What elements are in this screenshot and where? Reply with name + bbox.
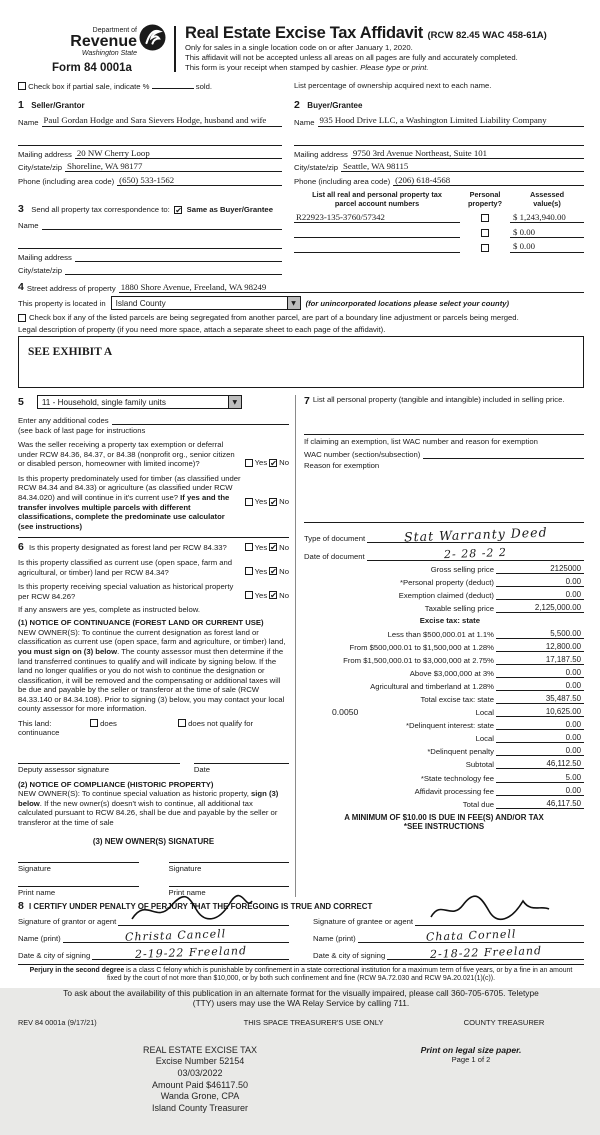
exemption-claimed-field[interactable]: 0.00 (496, 590, 584, 600)
additional-codes-field[interactable] (112, 415, 289, 425)
local-rate-value: 0.0050 (332, 707, 359, 718)
new-owner-signature-field-1[interactable]: Signature (18, 862, 139, 873)
dept-prefix: Department of (92, 27, 137, 34)
seller-city-field[interactable]: Shoreline, WA 98177 (65, 162, 282, 172)
grantor-signature-block (18, 912, 289, 960)
seller-name-label: Name (18, 117, 39, 127)
forest-question: 6 Is this property designated as forest land per RCW 84.33? (18, 540, 227, 553)
form-header (18, 24, 584, 74)
personal-property-checkbox-2[interactable] (481, 229, 489, 237)
date-of-document-value: 2- 28 -2 2 (443, 545, 508, 561)
correspondence-name-field-line2[interactable] (18, 239, 282, 249)
affidavit-processing-fee-field[interactable]: 0.00 (496, 786, 584, 796)
header-divider (174, 26, 176, 72)
legal-description-label: Legal description of property (if you need more space, attach a separate sheet to each page of the affidavit). (18, 325, 386, 335)
section7-number: 7 (304, 395, 310, 408)
minimum-fee-note: A MINIMUM OF $10.00 IS DUE IN FEE(S) AND/OR TAX (344, 812, 544, 822)
accessibility-note: To ask about the availability of this publication in an alternate format for the visually impaired, please call 360-705-6705. Teletype (TTY) users may use the WA Relay Service by calling 711. (63, 988, 539, 1009)
tier1-tax-field[interactable]: 5,500.00 (496, 629, 584, 639)
exemption-note: If claiming an exemption, list WAC number and reason for exemption (304, 436, 538, 446)
buyer-mailing-field[interactable]: 9750 3rd Avenue Northeast, Suite 101 (351, 149, 584, 159)
treasurer-stamp: REAL ESTATE EXCISE TAX Excise Number 52154 03/03/2022 Amount Paid $46117.50 Wanda Grone, CPA Island County Treasurer (142, 1044, 258, 1114)
exemption-question: Was the seller receiving a property tax exemption or deferral under RCW 84.36, 84.37, or 84.38 (nonprofit org., senior citizen or disabled person, homeowner with limited income)? (18, 439, 235, 469)
partial-sale-checkbox[interactable] (18, 82, 26, 90)
type-of-document-field[interactable] (367, 524, 584, 545)
form-title-ref: (RCW 82.45 WAC 458-61A) (427, 30, 547, 41)
tax-row-label: Local (475, 734, 494, 744)
treasurer-space-label: THIS SPACE TREASURER'S USE ONLY (243, 1017, 384, 1027)
partial-sale-percent-field[interactable] (152, 81, 194, 89)
forest-no-checkbox[interactable]: ✔ (270, 543, 277, 553)
buyer-mailing-label: Mailing address (294, 150, 348, 160)
state-technology-fee-field[interactable]: 5.00 (496, 773, 584, 783)
certify-heading: 8 I CERTIFY UNDER PENALTY OF PERJURY THAT THE FOREGOING IS TRUE AND CORRECT (18, 899, 373, 912)
tax-row-label: Subtotal (465, 760, 494, 770)
county-dropdown-value: Island County (115, 298, 166, 308)
assessed-value-field-2[interactable]: $ 0.00 (510, 228, 584, 238)
new-owner-print-name-field-1[interactable]: Print name (18, 886, 139, 897)
tax-row-label: *State technology fee (420, 773, 494, 783)
tax-row-label: Gross selling price (430, 564, 494, 574)
buyer-city-field[interactable]: Seattle, WA 98115 (341, 162, 584, 172)
tax-row-label: Taxable selling price (424, 603, 494, 613)
tax-row-label: Total due (462, 799, 494, 809)
grantee-date-city-label: Date & city of signing (313, 950, 386, 960)
grantee-date-city-value: 2-18-22 Freeland (429, 943, 542, 961)
current-use-question: Is this property classified as current use (open space, farm and agricultural, or timber) land per RCW 84.34? (18, 558, 233, 578)
dept-sub: Washington State (81, 50, 137, 58)
grantee-signature-block (313, 912, 584, 960)
seller-mailing-field[interactable]: 20 NW Cherry Loop (75, 149, 282, 159)
delinquent-interest-local-field[interactable]: 0.00 (496, 733, 584, 743)
county-treasurer-label: COUNTY TREASURER (463, 1017, 545, 1027)
timber-yes-checkbox[interactable] (245, 498, 253, 506)
does-not-label: does not qualify for (188, 718, 254, 728)
buyer-phone-field[interactable]: (206) 618-4568 (393, 176, 584, 186)
notice1-title: (1) NOTICE OF CONTINUANCE (FOREST LAND OR CURRENT USE) (18, 618, 264, 628)
local-tax-field[interactable]: 10,625.00 (496, 707, 584, 717)
deputy-assessor-signature-label: Deputy assessor signature (18, 764, 110, 774)
grantor-name-print-value: Christa Cancell (125, 926, 227, 944)
type-of-document-label: Type of document (304, 533, 366, 543)
date-of-document-label: Date of document (304, 551, 365, 561)
new-owner-signature-field-2[interactable]: Signature (169, 862, 290, 873)
notice3-title: (3) NEW OWNER(S) SIGNATURE (92, 836, 215, 846)
tier3-tax-field[interactable]: 17,187.50 (496, 655, 584, 665)
seller-mailing-label: Mailing address (18, 150, 72, 160)
grantor-signature (126, 895, 256, 927)
correspondence-city-field[interactable] (65, 265, 282, 275)
classification-dropdown-arrow-icon[interactable]: ▼ (228, 396, 241, 408)
new-owner-print-name-field-2[interactable]: Print name (169, 886, 290, 897)
correspondence-city-label: City/state/zip (18, 266, 63, 276)
county-dropdown[interactable] (111, 296, 301, 310)
buyer-name-field[interactable]: 935 Hood Drive LLC, a Washington Limited Liability Company (318, 116, 584, 126)
parcel-number-field-1[interactable]: R22923-135-3760/57342 (294, 213, 460, 223)
seller-name-field-line2[interactable] (18, 136, 282, 146)
type-or-print-note: Please type or print. (360, 63, 429, 73)
gross-selling-price-field[interactable]: 2125000 (496, 564, 584, 574)
street-address-field[interactable]: 1880 Shore Avenue, Freeland, WA 98249 (119, 283, 584, 293)
legal-description-value: SEE EXHIBIT A (28, 346, 113, 359)
buyer-phone-label: Phone (including area code) (294, 176, 391, 186)
grantor-name-print-label: Name (print) (18, 933, 61, 943)
grantor-date-city-label: Date & city of signing (18, 950, 91, 960)
personal-property-checkbox-3[interactable] (481, 244, 489, 252)
total-state-tax-field[interactable]: 35,487.50 (496, 694, 584, 704)
exemption-yes-checkbox[interactable] (245, 459, 253, 467)
excise-tax-state-header: Excise tax: state (419, 616, 480, 626)
personal-property-list-field[interactable] (304, 425, 584, 435)
tax-row-label: Exemption claimed (deduct) (398, 590, 494, 600)
section4-number: 4 (18, 281, 24, 294)
section7-label: List all personal property (tangible and intangible) included in selling price. (312, 395, 565, 405)
reason-for-exemption-label: Reason for exemption (304, 460, 380, 470)
parcel-number-field-3[interactable] (294, 243, 460, 253)
wac-number-label: WAC number (section/subsection) (304, 449, 421, 459)
if-yes-note: If any answers are yes, complete as instructed below. (18, 604, 201, 614)
parcel-table (294, 191, 584, 253)
revenue-logo-icon (139, 24, 166, 56)
segregated-label: Check box if any of the listed parcels are being segregated from another parcel, are part of a boundary line adjustment or parcels being merged. (29, 313, 519, 323)
deputy-date-field[interactable] (194, 763, 289, 774)
assessed-value-field-3[interactable]: $ 0.00 (510, 242, 584, 252)
street-address-label: Street address of property (26, 284, 116, 294)
seller-city-label: City/state/zip (18, 163, 63, 173)
form-title: Real Estate Excise Tax Affidavit (185, 24, 424, 42)
section2-heading: 2 Buyer/Grantee (294, 99, 363, 112)
type-of-document-value: Stat Warranty Deed (403, 524, 548, 545)
historic-yes-checkbox[interactable] (245, 591, 253, 599)
tier2-tax-field[interactable]: 12,800.00 (496, 642, 584, 652)
affidavit-form-page: Department of Revenue Washington State Form 84 0001a Real Estate Excise Tax Affidavit (RCW 82.45 WAC 458-61A) Only for sales in a single location code on or after January 1, 2020. This affidavit will not be accepted unless all areas on all pages are fully and accurately completed. This form is your receipt when stamped by cashier. Please type or print. Check box if partial sale, indicate % sold. List percentage of ownership acquired next to each name. 1 Seller/Grantor Name Paul Gordan Hodge and Sara Sievers Hodge, husband and wife Mailing address 20 NW Cherry Loop City/state/zip Shoreline, WA 98177 Phone (including area code) (650) 533-1562 3 Send all property tax correspondence to: ✔ Same as Buyer/Grantee Name Mailing address City/state/zip 2 Buyer/Grantee Name 935 Hood Drive LLC, a Washington Limited Liability Company Mailing address 9750 3rd Avenue Northeast, Suite 101 City/state/zip Seattle, WA 98115 Phone (including area code) (206) 618-4568 List all real and personal property tax parcel account numbers Personal property? Assessed value(s) R22923-135-3760/57342 $ 1,243,940.00 $ 0.00 $ 0.00 4 Street address of property 1880 Shore Avenue, Freeland, WA 98249 This property is located in Island County ▼ (for unincorporated locations please select your county) Check box if any of the listed parcels are being segregated from another parcel, are part of a boundary line adjustment or parcels being merged. Legal description of property (if you need more space, attach a separate sheet to each page of the affidavit). SEE EXHIBIT A 5 11 - Household, single family units ▼ Enter any additional codes (see back of last page for instructions Was the seller receiving a property tax exemption or deferral under RCW 84.36, 84.37, or 84.38 (nonprofit org., senior citizen or disabled person, homeowner with limited income)? Yes ✔ No Is this property predominately used for timber (as classified under RCW 84.34 and 84.33) or agriculture (as classified under RCW 84.34.020) and will continue in it's current use? If yes and the transfer involves multiple parcels with different classifications, complete the predominate use calculator (see instructions) Yes ✔ No 6 Is this property designated as forest land per RCW 84.33? Yes ✔ No Is this property classified as current use (open space, farm and agricultural, or timber) land per RCW 84.34? Yes ✔ No Is this property receiving special valuation as historical property per RCW 84.26? Yes ✔ No If any answers are yes, complete as instructed below. (1) NOTICE OF CONTINUANCE (FOREST LAND OR CURRENT USE) NEW OWNER(S): To continue the current designation as forest land or classification as current use (open space, farm and agriculture, or timber) land, you must sign on (3) below. The county assessor must then determine if the land transferred continues to qualify and will indicate by signing below. If the land no longer qualifies or you do not wish to continue the designation or classification, it will be removed and the compensating or additional taxes will be due and payable by the seller or transferor at the time of sale (RCW 84.33.140 or 84.34.108). Prior to signing (3) below, you may contact your local county assessor for more information. This land: does does not qualify for continuance Deputy assessor signature Date (2) NOTICE OF COMPLIANCE (HISTORIC PROPERTY) NEW OWNER(S): To continue special valuation as historic property, sign (3) below. If the new owner(s) doesn't wish to continue, all additional tax calculated pursuant to RCW 84.26, shall be due and payable by the seller or transferor at the time of sale (3) NEW OWNER(S) SIGNATURE Signature Signature Print name Print name 7 List all personal property (tangible and intangible) included in selling price. If claiming an exemption, list WAC number and reason for exemption WAC number (section/subsection) Reason for exemption Type of document Stat Warranty Deed Date of document 2- 28 -2 2 Gross selling price 2125000 *Personal property (deduct) 0.00 Exemption claimed (deduct) 0.00 Taxable selling price 2,125,000.00 Excise tax: state Less than $500,000.01 at 1.1% 5,500.00 From $500,000.01 to $1,500,000 at 1.28% 12,800.00 From $1,500,000.01 to $3,000,000 at 2.75% 17,187.50 Above $3,000,000 at 3% 0.00 Agricultural and timberland at 1.28% 0.00 Total excise tax: state 35,487.50 0.0050 Local 10,625.00 *Delinquent interest: state 0.00 Local 0.00 *Delinquent penalty 0.00 Subtotal 46,112.50 *State technology fee 5.00 Affidavit processing fee 0.00 Total due 46,117.50 A MINIMUM OF $10.00 IS DUE IN FEE(S) AND/OR TAX *SEE INSTRUCTIONS 8 I CERTIFY UNDER PENALTY OF PERJURY THAT THE FOREGOING IS TRUE AND CORRECT Signature of grantor or agent Name (print) Christa Cancell Date & city of signing 2-19-22 Freeland Signature of grantee or agent Name (print) Chata Cornell Date & city of signing 2-18-22 Freeland Perjury in the second degree is a class C felony which is punishable by confinement in a state correctional institution for a maximum term of five years, or by a fine in an amount fixed by the court of not more than $10,000, or by both such confinement and fine (RCW 9A.72.030 and RCW 9A.20.021(1)(c)). To ask about the availability of this publication in an alternate format for the visually impaired, please call 360-705-6705. Teletype (TTY) users may use the WA Relay Service by calling 711. REV 84 0001a (9/17/21) THIS SPACE TREASURER'S USE ONLY COUNTY TREASURER REAL ESTATE EXCISE TAX Excise Number 52154 03/03/2022 Amount Paid $46117.50 Wanda Grone, CPA Island County Treasurer Print on legal size paper. Page 1 of 2 (0, 0, 600, 988)
notice1-body: NEW OWNER(S): To continue the current designation as forest land or classification as current use (open space, farm and agriculture, or timber) land, you must sign on (3) below. The county assessor must then determine if the land transferred continues to qualify and will indicate by signing below. If the land no longer qualifies or you do not wish to continue the designation or classification, it will be removed and the compensating or additional taxes will be due and payable by the seller or transferor at the time of sale (RCW 84.33.140 or 84.34.108). Prior to signing (3) below, you may contact your local county assessor for more information. (18, 627, 286, 714)
partial-sale-label: Check box if partial sale, indicate % (28, 82, 150, 92)
footer-divider (18, 964, 584, 965)
grantor-sig-label: Signature of grantor or agent (18, 916, 117, 926)
notice2-body: NEW OWNER(S): To continue special valuation as historic property, sign (3) below. If the new owner(s) doesn't wish to continue, all additional tax calculated pursuant to RCW 84.26, shall be due and payable by the seller or transferor at the time of sale (18, 789, 279, 827)
correspondence-mailing-field[interactable] (75, 252, 282, 262)
current-use-yes-checkbox[interactable] (245, 567, 253, 575)
parcel-row-2 (294, 228, 584, 238)
print-note: Print on legal size paper. Page 1 of 2 (420, 1044, 522, 1064)
timber-no-checkbox[interactable]: ✔ (270, 497, 277, 507)
tax-row-label: *Delinquent penalty (427, 747, 494, 757)
does-label: does (100, 718, 117, 728)
same-as-buyer-checkbox[interactable]: ✔ (175, 205, 182, 215)
grantee-signature (423, 895, 553, 927)
perjury-note: Perjury in the second degree is a class C felony which is punishable by confinement in a state correctional institution for a maximum term of five years, or by a fine in an amount fixed by the court of not more than $10,000, or by both such confinement and fine (RCW 9A.72.030 and RCW 9A.20.021(1)(c)). (29, 966, 573, 983)
tax-row-label: *Delinquent interest: state (405, 721, 494, 731)
additional-codes-label: Enter any additional codes (18, 416, 109, 426)
segregated-checkbox[interactable] (18, 314, 26, 322)
this-land-label: This land: (18, 718, 52, 728)
grantee-signature-field[interactable] (415, 915, 584, 926)
buyer-name-field-line2[interactable] (294, 136, 584, 146)
correspondence-mailing-label: Mailing address (18, 253, 72, 263)
agricultural-tax-field[interactable]: 0.00 (496, 681, 584, 691)
grantor-signature-field[interactable] (118, 915, 289, 926)
same-as-buyer-label: Same as Buyer/Grantee (186, 204, 273, 214)
seller-phone-label: Phone (including area code) (18, 176, 115, 186)
grantee-name-print-label: Name (print) (313, 933, 356, 943)
tax-row-label: Agricultural and timberland at 1.28% (370, 681, 494, 691)
located-in-label: This property is located in (18, 298, 106, 308)
subtotal-field[interactable]: 46,112.50 (496, 759, 584, 769)
exemption-no-checkbox[interactable]: ✔ (270, 458, 277, 468)
tax-row-label: Total excise tax: state (420, 695, 494, 704)
correspondence-name-label: Name (18, 221, 39, 231)
grantor-date-city-field[interactable] (92, 943, 289, 961)
delinquent-interest-state-field[interactable]: 0.00 (496, 720, 584, 730)
forest-yes-checkbox[interactable] (245, 543, 253, 551)
tax-row-label: Affidavit processing fee (414, 786, 494, 796)
grantor-date-city-value: 2-19-22 Freeland (134, 943, 247, 961)
grantor-name-print-field[interactable] (63, 926, 289, 944)
dept-name: Revenue (70, 33, 137, 50)
land-does-checkbox[interactable] (90, 719, 98, 727)
date-of-document-field[interactable] (367, 547, 584, 561)
personal-property-checkbox-1[interactable] (481, 214, 489, 222)
seller-phone-field[interactable]: (650) 533-1562 (117, 176, 282, 186)
classification-dropdown[interactable] (37, 395, 242, 409)
legal-description-box[interactable] (18, 336, 584, 388)
historic-no-checkbox[interactable]: ✔ (270, 591, 277, 601)
header-note-2: This affidavit will not be accepted unless all areas on all pages are fully and accurately completed. (185, 53, 518, 63)
parcel-col-header: List all real and personal property tax parcel account numbers (312, 189, 442, 208)
tax-row-label: From $500,000.01 to $1,500,000 at 1.28% (349, 642, 494, 652)
wac-number-field[interactable] (423, 449, 584, 459)
section6-divider (18, 537, 289, 538)
personal-property-deduct-field[interactable]: 0.00 (496, 577, 584, 587)
buyer-name-label: Name (294, 117, 315, 127)
personal-property-col-header: Personal property? (467, 189, 503, 208)
delinquent-penalty-field[interactable]: 0.00 (496, 746, 584, 756)
section1-heading: 1 Seller/Grantor (18, 99, 85, 112)
tax-row-label: Local (475, 708, 494, 718)
parcel-row-3 (294, 242, 584, 252)
assessed-value-field-1[interactable]: $ 1,243,940.00 (510, 213, 584, 223)
continuance-label: continuance (18, 727, 60, 737)
tax-row-label: From $1,500,000.01 to $3,000,000 at 2.75% (343, 655, 494, 665)
deputy-assessor-signature-field[interactable] (18, 763, 180, 774)
buyer-city-label: City/state/zip (294, 163, 339, 173)
codes-note: (see back of last page for instructions (18, 426, 146, 436)
timber-question: Is this property predominately used for timber (as classified under RCW 84.34 and 84.33) or agriculture (as classified under RCW 84.34.020) and will continue in it's current use? If yes and the transfer involves multiple parcels with different classifications, complete the predominate use calculator (see instructions) (18, 473, 241, 532)
partial-sale-suffix: sold. (195, 82, 213, 92)
grantee-sig-label: Signature of grantee or agent (313, 916, 414, 926)
section3-heading: 3 Send all property tax correspondence to: ✔ Same as Buyer/Grantee (18, 202, 273, 215)
ownership-note: List percentage of ownership acquired next to each name. (294, 81, 492, 91)
county-dropdown-arrow-icon[interactable]: ▼ (287, 297, 300, 309)
header-note-1: Only for sales in a single location code on or after January 1, 2020. (185, 43, 413, 52)
tax-row-label: Above $3,000,000 at 3% (409, 668, 494, 678)
grantee-name-print-field[interactable] (358, 926, 584, 944)
land-does-not-checkbox[interactable] (178, 719, 186, 727)
see-instructions-note: *SEE INSTRUCTIONS (403, 821, 485, 831)
deputy-date-label: Date (193, 764, 211, 774)
total-due-field[interactable]: 46,117.50 (496, 799, 584, 809)
tax-row-label: *Personal property (deduct) (399, 577, 494, 587)
rev-number: REV 84 0001a (9/17/21) (18, 1017, 97, 1027)
notice2-title: (2) NOTICE OF COMPLIANCE (HISTORIC PROPERTY) (18, 779, 214, 789)
tax-row-label: Less than $500,000.01 at 1.1% (387, 629, 494, 639)
tier4-tax-field[interactable]: 0.00 (496, 668, 584, 678)
form-number: Form 84 0001a (52, 62, 132, 75)
section5-number: 5 (18, 396, 24, 409)
current-use-no-checkbox[interactable]: ✔ (270, 567, 277, 577)
grantee-name-print-value: Chata Cornell (425, 926, 517, 944)
grantee-date-city-field[interactable] (387, 943, 584, 961)
taxable-selling-price-field[interactable]: 2,125,000.00 (496, 603, 584, 613)
header-note-3: This form is your receipt when stamped by cashier. Please type or print. (185, 63, 429, 73)
classification-dropdown-value: 11 - Household, single family units (41, 397, 166, 407)
historic-question: Is this property receiving special valuation as historical property per RCW 84.26? (18, 582, 234, 602)
seller-name-field[interactable]: Paul Gordan Hodge and Sara Sievers Hodge, husband and wife (42, 116, 282, 126)
parcel-row-1 (294, 213, 584, 223)
county-note: (for unincorporated locations please select your county) (305, 298, 509, 308)
partial-sale-line (18, 81, 212, 91)
parcel-number-field-2[interactable] (294, 228, 460, 238)
assessed-value-col-header: Assessed value(s) (529, 189, 565, 208)
correspondence-name-field[interactable] (42, 220, 282, 230)
